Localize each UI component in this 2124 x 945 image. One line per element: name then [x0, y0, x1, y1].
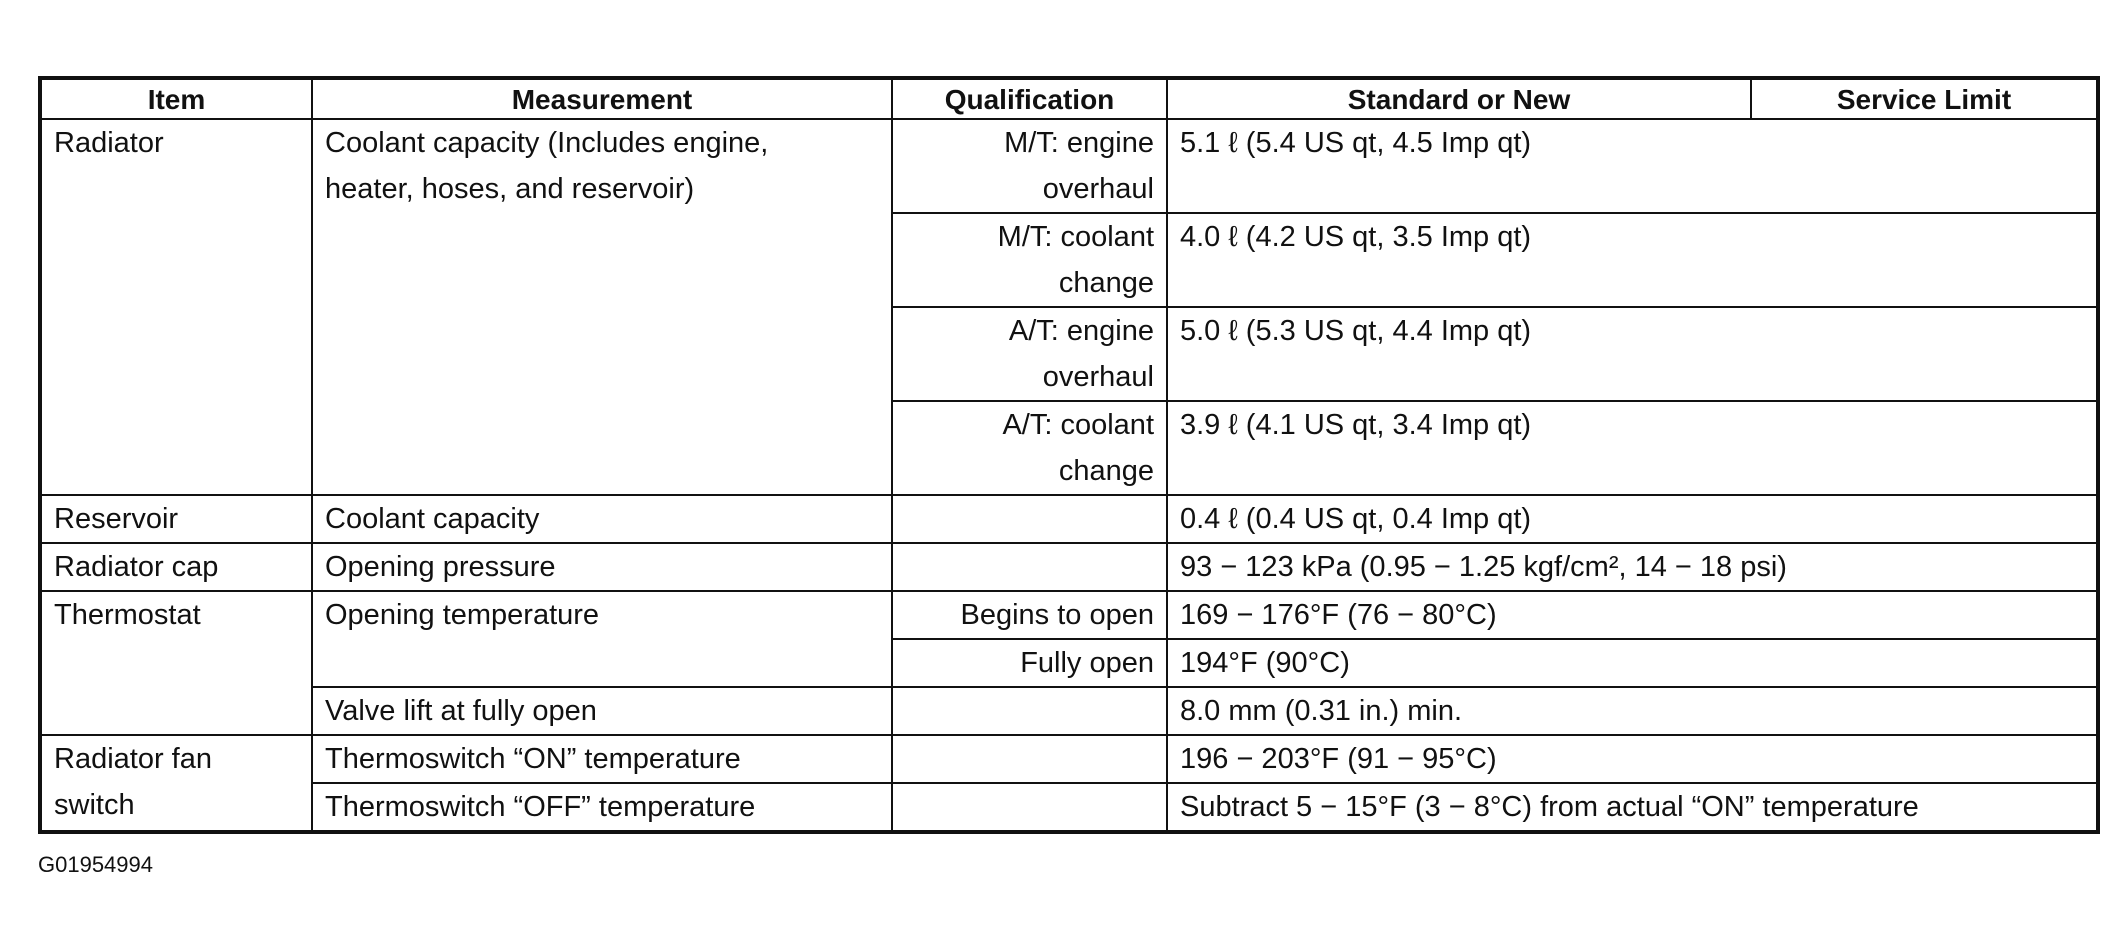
qualification-line: overhaul	[1042, 173, 1154, 205]
qualification-line: change	[1058, 455, 1154, 487]
figure-id-caption: G01954994	[38, 852, 153, 877]
item-thermostat: Thermostat	[40, 591, 312, 735]
measurement-cell: Coolant capacity	[312, 495, 892, 543]
qualification-line: A/T: engine	[1008, 315, 1154, 347]
item-cell	[40, 119, 312, 495]
cooling-spec-table	[38, 76, 2100, 834]
measurement-cell	[312, 119, 892, 495]
standard-value: 169 − 176°F (76 − 80°C)	[1167, 591, 2098, 639]
standard-value: 8.0 mm (0.31 in.) min.	[1167, 687, 2098, 735]
qualification-line: M/T: engine	[1004, 127, 1154, 159]
item-fan-switch-line: Radiator fan	[54, 743, 212, 775]
header-row	[40, 78, 2098, 119]
table-row	[40, 591, 2098, 639]
table-row	[40, 495, 2098, 543]
qualification-cell	[892, 495, 1167, 543]
measurement-cell: Thermoswitch “ON” temperature	[312, 735, 892, 783]
standard-value: 5.1 ℓ (5.4 US qt, 4.5 Imp qt)	[1167, 119, 2098, 213]
measurement-cell: Opening pressure	[312, 543, 892, 591]
table-row	[40, 735, 2098, 783]
item-radiator-cap: Radiator cap	[40, 543, 312, 591]
measurement-line: heater, hoses, and reservoir)	[325, 173, 695, 205]
qualification-cell: Fully open	[892, 639, 1167, 687]
header-service-limit: Service Limit	[1751, 78, 2098, 119]
qualification-cell	[892, 401, 1167, 495]
standard-value: 3.9 ℓ (4.1 US qt, 3.4 Imp qt)	[1167, 401, 2098, 495]
qualification-cell	[892, 307, 1167, 401]
standard-value: 194°F (90°C)	[1167, 639, 2098, 687]
qualification-cell: Begins to open	[892, 591, 1167, 639]
standard-value: 93 − 123 kPa (0.95 − 1.25 kgf/cm², 14 − 18 psi)	[1167, 543, 2098, 591]
item-fan-switch-line: switch	[54, 789, 135, 821]
table-row	[40, 119, 2098, 213]
header-item: Item	[40, 78, 312, 119]
qualification-cell	[892, 543, 1167, 591]
qualification-line: overhaul	[1042, 361, 1154, 393]
header-qualification: Qualification	[892, 78, 1167, 119]
standard-value: 4.0 ℓ (4.2 US qt, 3.5 Imp qt)	[1167, 213, 2098, 307]
item-cell	[40, 735, 312, 832]
qualification-cell	[892, 119, 1167, 213]
qualification-line: M/T: coolant	[997, 221, 1154, 253]
item-reservoir: Reservoir	[40, 495, 312, 543]
item-radiator: Radiator	[54, 127, 164, 159]
standard-value: 5.0 ℓ (5.3 US qt, 4.4 Imp qt)	[1167, 307, 2098, 401]
standard-value: 196 − 203°F (91 − 95°C)	[1167, 735, 2098, 783]
measurement-line: Coolant capacity (Includes engine,	[325, 127, 769, 159]
qualification-line: A/T: coolant	[1002, 409, 1154, 441]
measurement-cell: Thermoswitch “OFF” temperature	[312, 783, 892, 832]
qualification-cell	[892, 735, 1167, 783]
standard-value: Subtract 5 − 15°F (3 − 8°C) from actual “ON” temperature	[1167, 783, 2098, 832]
table-row	[40, 783, 2098, 832]
header-standard: Standard or New	[1167, 78, 1751, 119]
measurement-cell: Opening temperature	[312, 591, 892, 687]
qualification-cell	[892, 213, 1167, 307]
header-measurement: Measurement	[312, 78, 892, 119]
standard-value: 0.4 ℓ (0.4 US qt, 0.4 Imp qt)	[1167, 495, 2098, 543]
table-row	[40, 543, 2098, 591]
qualification-line: change	[1058, 267, 1154, 299]
table-row	[40, 687, 2098, 735]
qualification-cell	[892, 783, 1167, 832]
qualification-cell	[892, 687, 1167, 735]
measurement-cell: Valve lift at fully open	[312, 687, 892, 735]
